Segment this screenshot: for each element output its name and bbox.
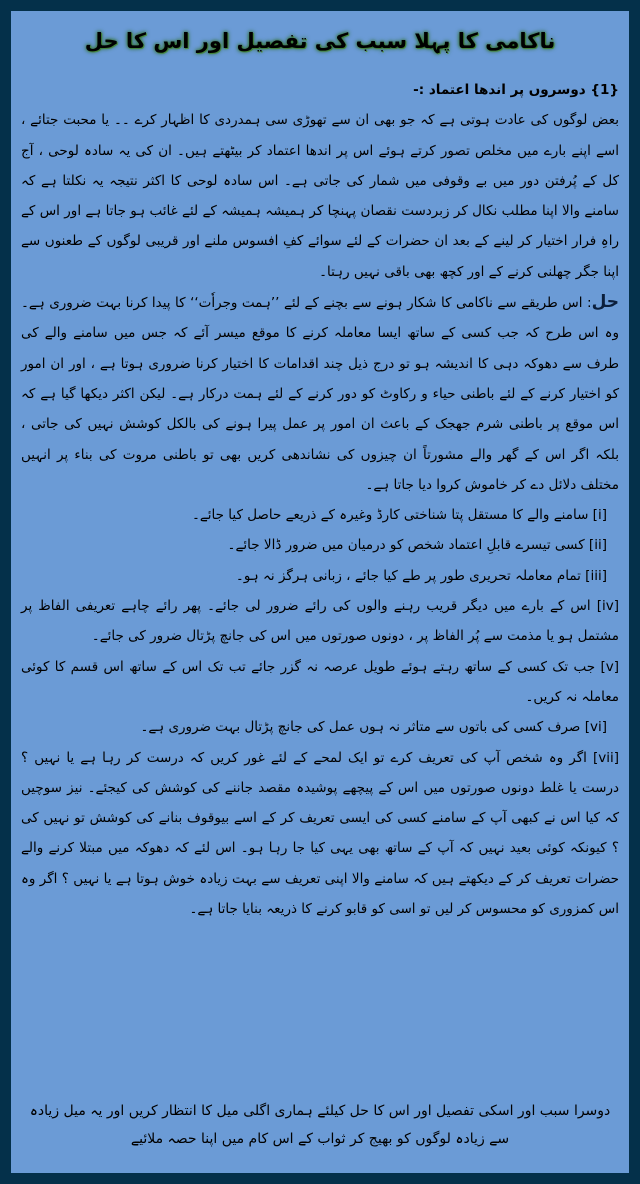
article-page — [11, 11, 629, 1173]
article-body — [21, 75, 619, 924]
solution-paragraph — [21, 287, 619, 500]
footer-note: دوسرا سبب اور اسکی تفصیل اور اس کا حل کیلئے ہماری اگلی میل کا انتظار کریں اور یہ میل زیادہ سے زیادہ لوگوں کو بھیج کر ثواب کے اس کام میں اپنا حصہ ملائیے — [29, 1103, 611, 1147]
list-item-5: [v] جب تک کسی کے ساتھ رہتے ہوئے طویل عرصہ نہ گزر جائے تب تک اس کے ساتھ اس قسم کا کوئی معاملہ نہ کریں۔ — [21, 658, 619, 705]
list-item-4: [iv] اس کے بارے میں دیگر قریب رہنے والوں کی رائے ضرور لی جائے۔ پھر رائے چاہے تعریفی الفاظ پر مشتمل ہو یا مذمت سے پُر الفاظ پر ، دونوں صورتوں میں اس کی جانچ پڑتال ضرور کی جائے۔ — [21, 598, 619, 645]
section-heading: {1} دوسروں پر اندھا اعتماد :- — [413, 82, 619, 98]
page-title: ناکامی کا پہلا سبب کی تفصیل اور اس کا حل — [84, 29, 556, 53]
solution-label: حل — [591, 292, 619, 313]
list-item-7: [vii] اگر وہ شخص آپ کی تعریف کرے تو ایک لمحے کے لئے غور کریں کہ درست کر رہا ہے یا نہیں ؟ درست یا غلط دونوں صورتوں میں اس کے پیچھے پوشیدہ مقصد جاننے کی کوشش کی کیجئے۔ نیز سوچیں کہ کیا اس نے کبھی آپ کے سامنے کسی کی ایسی تعریف کر کے اسے بیوقوف بنانے کی کوشش تو نہیں کی ؟ کیونکہ کوئی بعید نہیں کہ آپ کے ساتھ بھی یہی کیا جا رہا ہو۔ اس لئے کہ دھوکہ میں مبتلا کرنے والے حضرات تعریف کر کے دیکھتے ہیں کہ سامنے والا اپنی تعریف سے بہت زیادہ خوش ہوتا ہے یا نہیں ؟ اگر وہ اس کمزوری کو محسوس کر لیں تو اسی کو قابو کرنے کا ذریعہ بنایا جاتا ہے۔ — [21, 749, 619, 918]
list-item-6: [vi] صرف کسی کی باتوں سے متاثر نہ ہوں عمل کی جانچ پڑتال بہت ضروری ہے۔ — [140, 719, 607, 736]
list-item-3: [iii] تمام معاملہ تحریری طور پر طے کیا جائے ، زبانی ہرگز نہ ہو۔ — [235, 567, 607, 584]
list-item-2: [ii] کسی تیسرے قابلِ اعتماد شخص کو درمیان میں ضرور ڈالا جائے۔ — [227, 537, 607, 554]
intro-paragraph: بعض لوگوں کی عادت ہوتی ہے کہ جو بھی ان سے تھوڑی سی ہمدردی کا اظہار کرے ۔۔ یا محبت جتائے ، اسے اپنے بارے میں مخلص تصور کرتے ہوئے اس پر اندھا اعتماد کر بیٹھتے ہیں۔ ان کی یہ سادہ لوحی ، آج کل کے پُرفتن دور میں بے وقوفی میں شمار کی جاتی ہے۔ اس سادہ لوحی کا اکثر نتیجہ یہ نکلتا ہے کہ سامنے والا اپنا مطلب نکال کر زبردست نقصان پہنچا کر ہمیشہ ہمیشہ کے لئے غائب ہو جاتا ہے اور اس کے راہِ فرار اختیار کر لینے کے بعد ان حضرات کے لئے سوائے کفِ افسوس ملنے اور قریبی لوگوں کے طعنوں سے اپنا جگر چھلنی کرنے کے اور کچھ بھی باقی نہیں رہتا۔ — [21, 112, 619, 280]
list-item-1: [i] سامنے والے کا مستقل پتا شناختی کارڈ وغیرہ کے ذریعے حاصل کیا جائے۔ — [191, 507, 607, 524]
solution-text: : اس طریقے سے ناکامی کا شکار ہونے سے بچنے کے لئے ’’ہمت وجراٗت‘‘ کا پیدا کرنا بہت ضروری ہے۔ وہ اس طرح کہ جب کسی کے ساتھ ایسا معاملہ کرنے کا موقع میسر آئے کہ جس میں سامنے والے کی طرف سے دھوکہ دہی کا اندیشہ ہو تو درج ذیل چند اقدامات کا اختیار کرنا ضروری ہوتا ہے ، اور ان امور کو اختیار کرنے کے لئے باطنی حیاء و رکاوٹ کو دور کرنے کے لئے ہمت درکار ہے۔ لیکن اکثر دیکھا گیا ہے کہ اس موقع پر باطنی شرم جھجک کے باعث ان امور پر عمل پیرا ہونے کی بالکل کوشش نہیں کی جاتی ، بلکہ اگر اس کے گھر والے مشورتاً ان چیزوں کی نشاندھی کریں بھی تو باطنی مروت کی بناء پر انہیں مختلف دلائل دے کر خاموش کروا دیا جاتا ہے۔ — [21, 295, 619, 493]
